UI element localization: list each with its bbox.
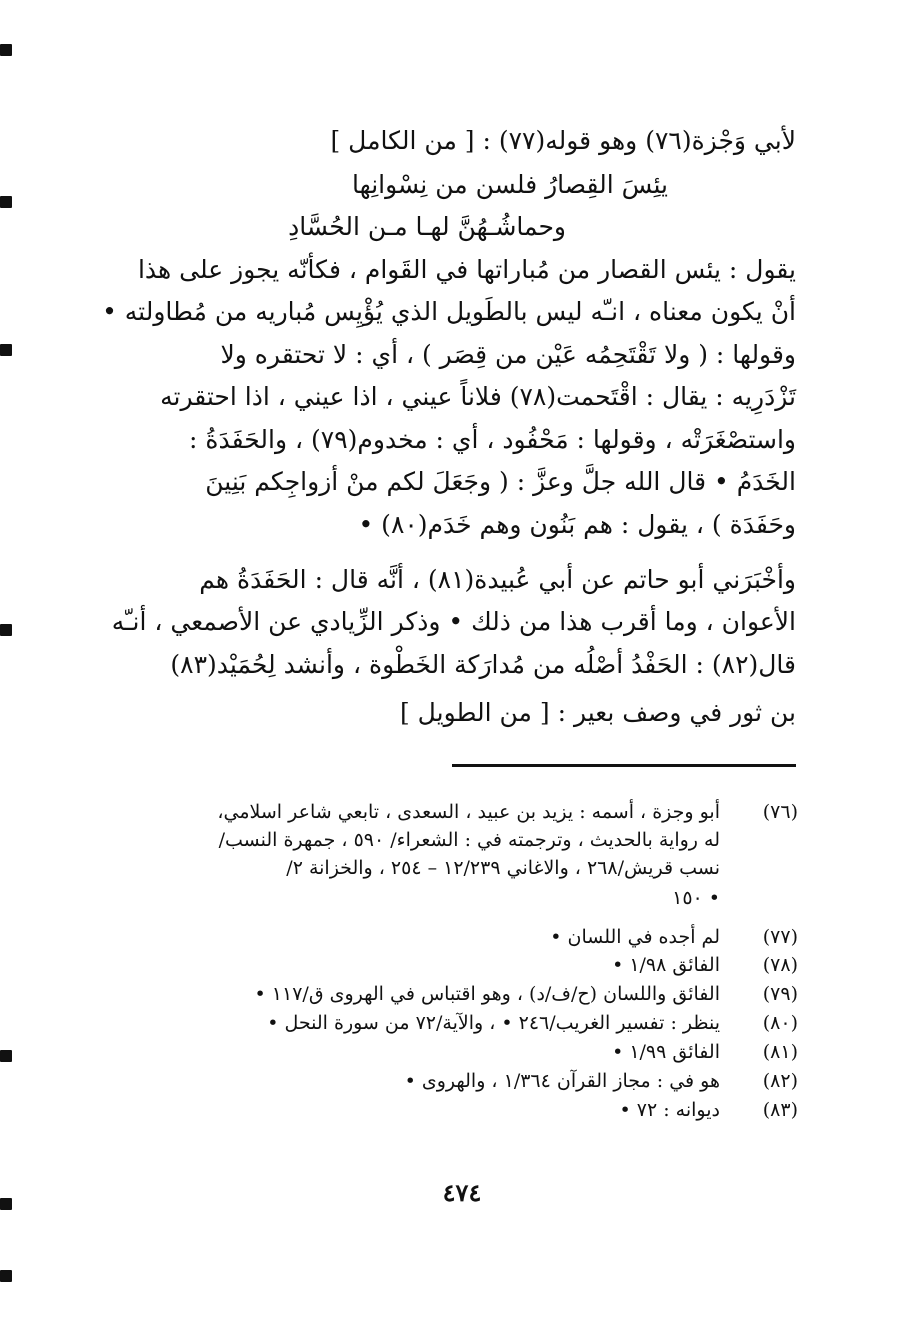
footnote-item (98, 1101, 798, 1125)
footnote-text: هو في : مجاز القرآن ١/٣٦٤ ، والهروى • (404, 1070, 720, 1092)
binding-mark (0, 624, 12, 636)
footnote-item (98, 928, 798, 952)
footnote-text: له رواية بالحديث ، وترجمته في : الشعراء/ ٥٩٠ ، جمهرة النسب/ (218, 829, 720, 851)
text-line: الأعوان ، وما أقرب هذا من ذلك • وذكر الزِّيادي عن الأصمعي ، أنـّه (111, 607, 796, 636)
binding-mark (0, 196, 12, 208)
footnote-item (98, 803, 798, 915)
footnote-number: (٧٨) (762, 954, 798, 976)
text-line: واستصْغَرَتْه ، وقولها : مَحْفُود ، أي : مخدوم(٧٩) ، والحَفَدَةُ : (189, 425, 796, 454)
text-line: بن ثور في وصف بعير : [ من الطويل ] (399, 698, 796, 727)
footnote-text: ديوانه : ٧٢ • (619, 1099, 720, 1121)
verse-line: وحماشُـهُنَّ لهـا مـن الحُسَّادِ (288, 212, 566, 241)
footnote-number: (٧٩) (762, 983, 798, 1005)
footnote-number: (٨٣) (762, 1099, 798, 1121)
footnote-separator (452, 764, 796, 767)
binding-mark (0, 1270, 12, 1282)
verse-line: يئِسَ القِصارُ فلسن من نِسْوانِها (352, 170, 668, 199)
footnote-number: (٧٦) (762, 801, 798, 823)
footnote-text: أبو وجزة ، أسمه : يزيد بن عبيد ، السعدى ، تابعي شاعر اسلامي، (217, 801, 720, 823)
text-line: وقولها : ( ولا تَقْتَحِمُه عَيْن من قِصَر ) ، أي : لا تحتقره ولا (220, 340, 796, 369)
footnote-item (98, 985, 798, 1009)
binding-mark (0, 344, 12, 356)
footnote-item (98, 1043, 798, 1067)
footnote-text: نسب قريش/٢٦٨ ، والاغاني ١٢/٢٣٩ – ٢٥٤ ، والخزانة ٢/ (286, 857, 720, 879)
footnote-text: الفائق ١/٩٩ • (612, 1041, 720, 1063)
footnote-text: ١٥٠ • (672, 887, 720, 909)
footnote-number: (٨٠) (762, 1012, 798, 1034)
footnote-item (98, 1014, 798, 1038)
text-line: لأبي وَجْزة(٧٦) وهو قوله(٧٧) : [ من الكامل ] (330, 126, 796, 155)
text-line: تَزْدَرِيه : يقال : اقْتَحمت(٧٨) فلاناً عيني ، اذا عيني ، اذا احتقرته (160, 382, 796, 411)
text-line: قال(٨٢) : الحَفْدُ أصْلُه من مُدارَكة الخَطْوة ، وأنشد لِحُمَيْد(٨٣) (170, 650, 796, 679)
footnote-text: لم أجده في اللسان • (550, 926, 720, 948)
footnote-number: (٧٧) (762, 926, 798, 948)
binding-mark (0, 44, 12, 56)
page-number: ٤٧٤ (442, 1178, 482, 1207)
binding-mark (0, 1050, 12, 1062)
footnote-item (98, 956, 798, 980)
footnote-number: (٨١) (762, 1041, 798, 1063)
footnote-number: (٨٢) (762, 1070, 798, 1092)
footnote-text: الفائق واللسان (ح/ف/د) ، وهو اقتباس في الهروى ق/١١٧ • (254, 983, 720, 1005)
text-line: وحَفَدَة ) ، يقول : هم بَنُون وهم خَدَم(٨٠) • (358, 510, 796, 539)
text-line: أنْ يكون معناه ، انـّه ليس بالطَويل الذي يُؤْيِس مُباريه من مُطاولته • (102, 297, 796, 326)
footnote-item (98, 1072, 798, 1096)
text-line: يقول : يئس القصار من مُباراتها في القَوام ، فكأنّه يجوز على هذا (137, 255, 796, 284)
footnote-text: ينظر : تفسير الغريب/٢٤٦ • ، والآية/٧٢ من سورة النحل • (267, 1012, 720, 1034)
text-line: الخَدَمُ • قال الله جلَّ وعزَّ : ( وجَعَلَ لكم منْ أزواجِكم بَنِينَ (205, 467, 796, 496)
text-line: وأخْبَرَني أبو حاتم عن أبي عُبيدة(٨١) ، أنَّه قال : الحَفَدَةُ هم (199, 565, 796, 594)
footnote-text: الفائق ١/٩٨ • (612, 954, 720, 976)
